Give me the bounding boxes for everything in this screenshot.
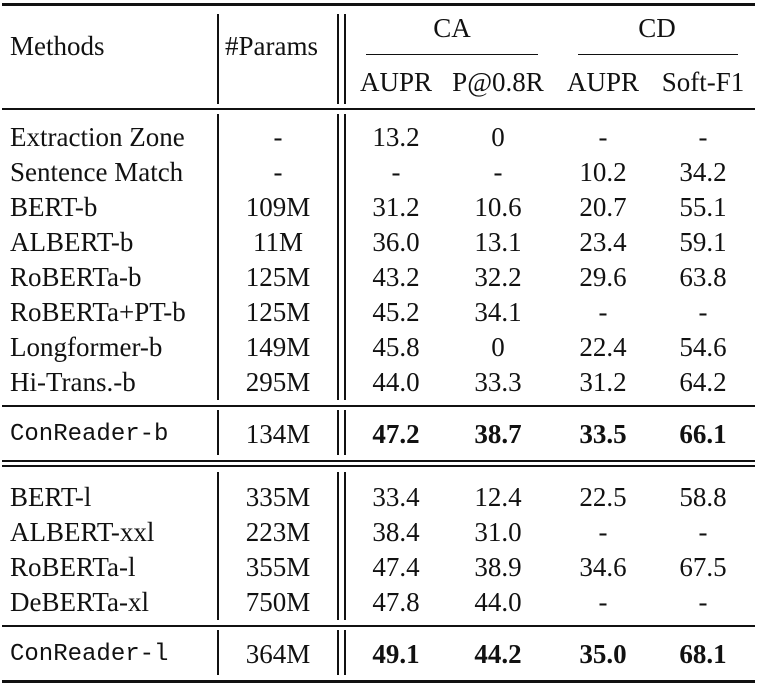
params-cell: 149M [245, 332, 311, 362]
params-cell: 125M [245, 297, 311, 327]
value-cell: 68.1 [679, 639, 727, 669]
value-cell: - [698, 122, 708, 152]
header-cd-aupr: AUPR [566, 67, 640, 97]
value-cell: 38.9 [474, 552, 522, 582]
value-cell: 0 [491, 122, 505, 152]
method-cell: ConReader-l [10, 641, 169, 668]
column-separator-double-a [337, 472, 339, 620]
header-rule [2, 108, 755, 110]
params-cell: - [273, 122, 283, 152]
params-cell: 335M [245, 482, 311, 512]
value-cell: - [698, 297, 708, 327]
value-cell: 45.8 [372, 332, 420, 362]
method-cell: ConReader-b [10, 421, 169, 448]
header-methods: Methods [10, 31, 105, 61]
params-cell: 125M [245, 262, 311, 292]
value-cell: 33.3 [474, 367, 522, 397]
value-cell: - [698, 517, 708, 547]
header-params: #Params [225, 31, 318, 61]
value-cell: 10.6 [474, 192, 522, 222]
value-cell: 64.2 [679, 367, 727, 397]
header-ca-p08r: P@0.8R [452, 67, 544, 97]
value-cell: - [493, 157, 503, 187]
column-separator-double-a [337, 114, 339, 400]
value-cell: 63.8 [679, 262, 727, 292]
value-cell: 44.0 [372, 367, 420, 397]
value-cell: 32.2 [474, 262, 522, 292]
column-separator-single [217, 410, 219, 455]
value-cell: 38.7 [474, 419, 522, 449]
double-rule-upper [2, 460, 755, 462]
column-separator-single [217, 114, 219, 400]
params-cell: 295M [245, 367, 311, 397]
value-cell: 13.2 [372, 122, 420, 152]
params-cell: 134M [245, 419, 311, 449]
top-rule [2, 3, 755, 6]
ours-b-top-rule [2, 405, 755, 407]
value-cell: 31.2 [372, 192, 420, 222]
value-cell: 47.2 [372, 419, 420, 449]
value-cell: 22.4 [579, 332, 627, 362]
header-ca-aupr: AUPR [359, 67, 433, 97]
value-cell: 47.4 [372, 552, 420, 582]
value-cell: 35.0 [579, 639, 627, 669]
method-cell: Hi-Trans.-b [10, 367, 136, 397]
column-separator-single [217, 630, 219, 675]
params-cell: 364M [245, 639, 311, 669]
value-cell: 47.8 [372, 587, 420, 617]
column-separator-single [217, 472, 219, 620]
method-cell: RoBERTa+PT-b [10, 297, 186, 327]
value-cell: - [391, 157, 401, 187]
value-cell: 31.0 [474, 517, 522, 547]
method-cell: RoBERTa-l [10, 552, 136, 582]
value-cell: 54.6 [679, 332, 727, 362]
value-cell: 55.1 [679, 192, 727, 222]
column-separator-double-b [344, 410, 346, 455]
method-cell: DeBERTa-xl [10, 587, 149, 617]
value-cell: 45.2 [372, 297, 420, 327]
value-cell: 34.6 [579, 552, 627, 582]
value-cell: 38.4 [372, 517, 420, 547]
bottom-rule [2, 680, 755, 683]
value-cell: 29.6 [579, 262, 627, 292]
method-cell: Longformer-b [10, 332, 163, 362]
column-separator-double-b [344, 630, 346, 675]
value-cell: 33.5 [579, 419, 627, 449]
value-cell: 66.1 [679, 419, 727, 449]
cd-cmidrule [578, 54, 738, 55]
value-cell: 44.2 [474, 639, 522, 669]
column-separator-double-b [344, 114, 346, 400]
value-cell: 20.7 [579, 192, 627, 222]
value-cell: 23.4 [579, 227, 627, 257]
value-cell: 58.8 [679, 482, 727, 512]
ours-l-top-rule [2, 625, 755, 627]
value-cell: - [598, 517, 608, 547]
value-cell: - [598, 587, 608, 617]
params-cell: 750M [245, 587, 311, 617]
method-cell: Extraction Zone [10, 122, 185, 152]
value-cell: - [598, 297, 608, 327]
params-cell: 223M [245, 517, 311, 547]
value-cell: - [698, 587, 708, 617]
method-cell: ALBERT-b [10, 227, 134, 257]
column-separator-double-a [337, 410, 339, 455]
value-cell: 34.1 [474, 297, 522, 327]
header-cd: CD [638, 13, 676, 43]
params-cell: 109M [245, 192, 311, 222]
value-cell: 59.1 [679, 227, 727, 257]
value-cell: 12.4 [474, 482, 522, 512]
params-cell: 355M [245, 552, 311, 582]
value-cell: 13.1 [474, 227, 522, 257]
params-cell: 11M [252, 227, 304, 257]
double-rule-lower [2, 465, 755, 467]
column-separator-double-a [337, 630, 339, 675]
value-cell: 34.2 [679, 157, 727, 187]
column-separator-single [217, 14, 219, 104]
method-cell: BERT-l [10, 482, 92, 512]
column-separator-double-a [337, 14, 339, 104]
column-separator-double-b [344, 472, 346, 620]
value-cell: 10.2 [579, 157, 627, 187]
method-cell: Sentence Match [10, 157, 184, 187]
column-separator-double-b [344, 14, 346, 104]
value-cell: 31.2 [579, 367, 627, 397]
ca-cmidrule [366, 54, 538, 55]
params-cell: - [273, 157, 283, 187]
method-cell: RoBERTa-b [10, 262, 142, 292]
method-cell: ALBERT-xxl [10, 517, 155, 547]
value-cell: 49.1 [372, 639, 420, 669]
value-cell: 43.2 [372, 262, 420, 292]
header-cd-softf1: Soft-F1 [661, 67, 745, 97]
value-cell: - [598, 122, 608, 152]
value-cell: 33.4 [372, 482, 420, 512]
method-cell: BERT-b [10, 192, 98, 222]
value-cell: 67.5 [679, 552, 727, 582]
value-cell: 0 [491, 332, 505, 362]
header-ca: CA [433, 13, 471, 43]
value-cell: 22.5 [579, 482, 627, 512]
value-cell: 36.0 [372, 227, 420, 257]
value-cell: 44.0 [474, 587, 522, 617]
